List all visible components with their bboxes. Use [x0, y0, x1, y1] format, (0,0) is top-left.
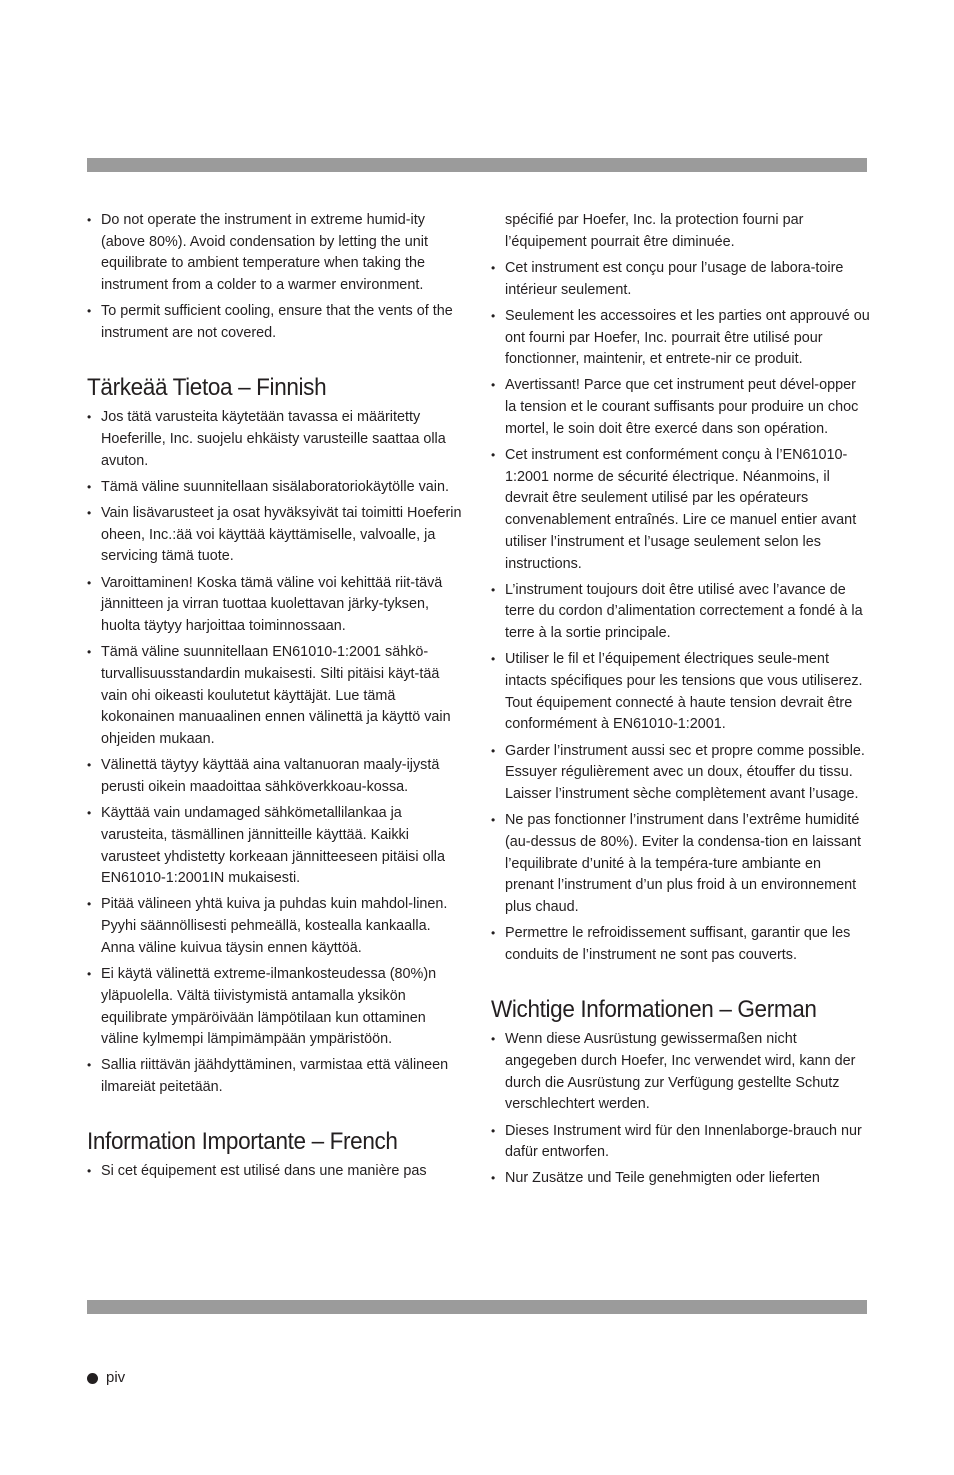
list-item: • Utiliser le fil et l’équipement électriques seule-ment intacts spécifiques pour les tensions que vous utiliserez. Tout équipement connecté à haute tension devrait être conformément à EN61010-1:2001. — [491, 649, 871, 736]
list-item: • Tämä väline suunnitellaan EN61010-1:2001 sähkö-turvallisuusstandardin mukaisesti. Silti pitäisi käyt-tää vain ohi oikeasti koulutetut käyttäjät. Lue tämä kokonainen manuaalinen ennen välinettä ja käyttö vain ohjeiden mukaan. — [87, 642, 465, 751]
intro-list — [87, 210, 465, 345]
list-item: • Permettre le refroidissement suffisant, garantir que les conduits de l’instrument ne sont pas couverts. — [491, 923, 871, 966]
list-item: • Ei käytä välinettä extreme-ilmankosteudessa (80%)n yläpuolella. Vältä tiivistymistä antamalla yksikön equilibrate ympäröivään lämpötilaan kun ottaminen väline kylmempi lämpimämpään ympäristöön. — [87, 964, 465, 1051]
section-heading-german: Wichtige Informationen – German — [491, 996, 817, 1024]
list-item: • Tämä väline suunnitellaan sisälaboratoriokäytölle vain. — [87, 477, 465, 499]
list-item: • Si cet équipement est utilisé dans une manière pas — [87, 1161, 465, 1183]
section-heading-finnish: Tärkeää Tietoa – Finnish — [87, 374, 327, 402]
list-item: • Dieses Instrument wird für den Innenlaborge-brauch nur dafür entworfen. — [491, 1121, 871, 1164]
list-item: • To permit sufficient cooling, ensure that the vents of the instrument are not covered. — [87, 301, 465, 344]
list-item: • Wenn diese Ausrüstung gewissermaßen nicht angegeben durch Hoefer, Inc verwendet wird, kann der durch die Ausrüstung zur Verfügung gestellte Schutz verschlechtert werden. — [491, 1029, 871, 1116]
page-footer — [87, 1367, 125, 1389]
list-item: • Cet instrument est conformément conçu à l’EN61010-1:2001 norme de sécurité électrique. Néanmoins, il devrait être seulement utilisé par les opérateurs convenablement entraînés. Lire ce manuel entier avant utiliser l’instrument et l’usage seulement selon les instructions. — [491, 445, 871, 575]
page-number: piv — [106, 1369, 126, 1386]
list-item: • Garder l’instrument aussi sec et propre comme possible. Essuyer régulièrement avec un doux, étouffer du tissu. Laisser l’instrument sèche complètement avant l’usage. — [491, 741, 871, 806]
bullet-dot-icon — [87, 1373, 98, 1384]
french-list-continued — [491, 210, 871, 967]
finnish-list — [87, 407, 465, 1099]
bottom-rule — [87, 1300, 867, 1314]
list-item: • Välinettä täytyy käyttää aina valtanuoran maaly-ijystä perusti oikein maadoittaa sähköverkkoau-kossa. — [87, 755, 465, 798]
list-item: • Vain lisävarusteet ja osat hyväksyivät tai toimitti Hoeferin oheen, Inc.:ää voi käyttää käyttämiselle, valvoalle, ja servicing tämä tuote. — [87, 503, 465, 568]
list-item-continuation: spécifié par Hoefer, Inc. la protection fourni par l’équipement pourrait être diminuée. — [505, 212, 804, 250]
list-item: • Varoittaminen! Koska tämä väline voi kehittää riit-tävä jännitteen ja virran tuottaa kuolettavan järky-tyksen, huolta täytyy harjoittaa toiminnossaan. — [87, 573, 465, 638]
right-column — [491, 210, 871, 1195]
list-item: • Pitää välineen yhtä kuiva ja puhdas kuin mahdol-linen. Pyyhi säännöllisesti pehmeällä, kostealla kankaalla. Anna väline kuivua täysin ennen käyttöä. — [87, 894, 465, 959]
french-list — [87, 1161, 465, 1183]
left-column — [87, 210, 465, 1188]
list-item: • Avertissant! Parce que cet instrument peut dével-opper la tension et le courant suffisants pour produire un choc mortel, le soin doit être exercé dans son opération. — [491, 375, 871, 440]
german-list — [491, 1029, 871, 1190]
list-item: • Do not operate the instrument in extreme humid-ity (above 80%). Avoid condensation by letting the unit equilibrate to ambient temperature when taking the instrument from a colder to a warmer environment. — [87, 210, 465, 297]
list-item: • Nur Zusätze und Teile genehmigten oder lieferten — [491, 1168, 871, 1190]
list-item: • Cet instrument est conçu pour l’usage de labora-toire intérieur seulement. — [491, 258, 871, 301]
list-item: • L’instrument toujours doit être utilisé avec l’avance de terre du cordon d’alimentation correctement a fondé à la terre à la sortie principale. — [491, 580, 871, 645]
section-heading-french: Information Importante – French — [87, 1128, 398, 1156]
list-item: • Jos tätä varusteita käytetään tavassa ei määritetty Hoeferille, Inc. suojelu ehkäisty varusteille saattaa olla avuton. — [87, 407, 465, 472]
list-item: • Seulement les accessoires et les parties ont approuvé ou ont fourni par Hoefer, Inc. pourrait être utilisé pour fonctionner, maintenir, et entrete-nir ce produit. — [491, 306, 871, 371]
list-item: • Ne pas fonctionner l’instrument dans l’extrême humidité (au-dessus de 80%). Eviter la condensa-tion en laissant l’equilibrate d’unité à la tempéra-ture ambiante en prenant l’instrument d’un plus froid à un environnement plus chaud. — [491, 810, 871, 919]
list-item: • Käyttää vain undamaged sähkömetallilankaa ja varusteita, täsmällinen jännitteille käyttää. Kaikki varusteet yhdistetty korkeaan jännitteeseen pitäisi olla EN61010-1:2001IN mukaisesti. — [87, 803, 465, 890]
top-rule — [87, 158, 867, 172]
list-item: • Sallia riittävän jäähdyttäminen, varmistaa että välineen ilmareiät peitetään. — [87, 1055, 465, 1098]
